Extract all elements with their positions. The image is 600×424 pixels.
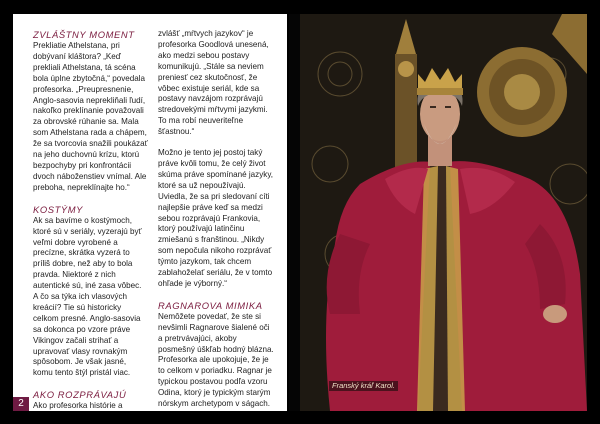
- text-column-1: [33, 29, 148, 422]
- right-page-photo: [300, 14, 587, 411]
- section-text-zvlastny-moment: Prekliatie Athelstana, pri dobývaní kláštora? „Keď prekliali Athelstana, tá scéna bola úplne zbytočná,“ povedala profesorka. „Preupresnenie, Anglo-sasovia neprekliňali ľudí, nakoľko preklínanie považovali za obrovské rúhanie sa. Mala som Athelstana rada a chápem, že sa tvorcovia snažili poukázať na jeho duchovnú krízu, ktorú bezpochyby pri konfrontácii dvoch náboženstiev vnímal. Ale preboha, nepreklínajte ho.“: [33, 41, 148, 192]
- section-heading-ragnarova-mimika: RAGNAROVA MIMIKA: [158, 299, 263, 311]
- section-text-kostymy: Ak sa bavíme o kostýmoch, ktoré sú v seriály, vyzerajú byť veľmi dobre vyrobené a precízne, skrátka vyzerá to príliš dobre, než aby to bola pravda. Niektoré z nich autentické sú, iné zasa vôbec. A čo sa týka ich vlasových kreácií? Tie sú historicky celkom presné. Anglo-sasovia sa dokonca po vzore práve Vikingov začali strihať a upravovať vlasy rovnakým spôsobom. Je však jasné, komu tento štýl pristál viac.: [33, 215, 142, 378]
- page-number-badge: 2: [13, 397, 29, 411]
- section-text-continued: zvlášť „mŕtvych jazykov“ je profesorka Goodlová unesená, ako medzi sebou postavy komunikujú. „Stále sa neviem preniesť cez skutočnosť, že vôbec existuje seriál, kde sa postavy navzájom rozprávajú stredovekými mŕtvymi jazykmi. To ma robí neuveriteľne šťastnou.“: [158, 29, 269, 137]
- photo-caption: Franský kráľ Karol.: [329, 381, 398, 391]
- section-heading-kostymy: KOSTÝMY: [33, 203, 84, 215]
- section-text-ragnarova-mimika: Nemôžete povedať, že ste si nevšimli Ragnarove šialené oči a pretrvávajúci, akoby posmešný úškľab hodný blázna. Profesorka ale upokojuje, že je to celkom v poriadku. Ragnar je typickou postavou podľa vzoru Odina, ktorý je typickým starým nórskym archetypom v ságach.: [158, 311, 274, 409]
- text-column-2: [158, 29, 275, 420]
- section-text-ako-rozpravaju: Ako profesorka histórie a: [33, 401, 123, 411]
- section-heading-zvlastny-moment: ZVLÁŠTNY MOMENT: [33, 29, 135, 40]
- page-spine: [289, 14, 300, 411]
- section-text-jazyky: Možno je tento jej postoj taký práve kvôli tomu, že celý život skúma práve spomínané jazyky, ktoré sa už nepoužívajú. Uviedla, že sa pri sledovaní cíti najlepšie práve keď sa medzi sebou rozprávajú Frankovia, ktorý používajú latinčinu zmiešanú s franštinou. „Nikdy som nepočula nikoho rozprávať týmto jazykom, tak chcem zablahoželať seriálu, že v tomto ohľade je výborný.“: [158, 148, 274, 288]
- king-on-throne-illustration: [300, 14, 587, 411]
- section-heading-ako-rozpravaju: AKO ROZPRÁVAJÚ: [33, 389, 127, 401]
- left-page: [13, 14, 287, 411]
